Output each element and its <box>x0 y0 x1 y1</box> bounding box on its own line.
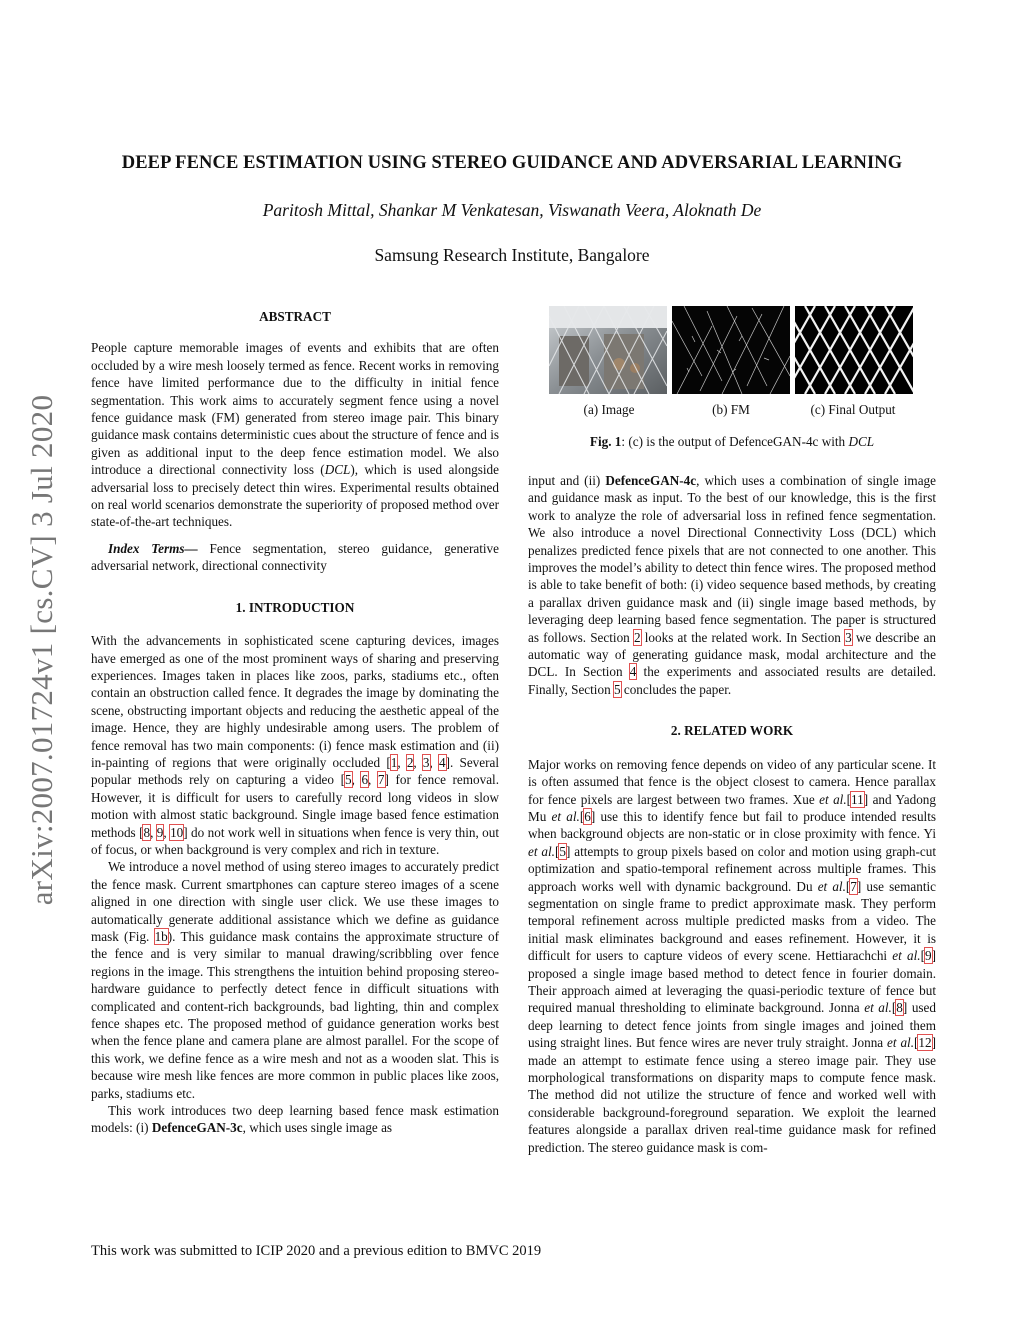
arxiv-stamp: arXiv:2007.01724v1 [cs.CV] 3 Jul 2020 <box>24 394 59 906</box>
citation-link[interactable]: 7 <box>377 772 385 788</box>
figure-image-panel <box>549 306 667 394</box>
figure-fm-panel <box>672 306 790 394</box>
dcl-symbol: DCL <box>324 462 351 478</box>
paper-title: DEEP FENCE ESTIMATION USING STEREO GUIDANCE AND ADVERSARIAL LEARNING <box>121 153 903 173</box>
section-link[interactable]: 3 <box>845 629 852 645</box>
citation-link[interactable]: 7 <box>850 878 857 894</box>
intro-paragraph-2: We introduce a novel method of using stereo images to accurately predict the fence mask. Current smartphones can capture stereo images of a scene aligned in one direction with single user click. We use these images to automatically generate additional assistance which we define as guidance mask (Fig. 1b). This guidance mask contains the approximate structure of the fence and is very similar to manual drawing/scribbling over fence regions in the image. This strengthens the intuition behind proposing stereo-hardware guidance to perfectly detect fence in difficult situations with complicated and content-rich backgrounds, bad lighting, thin and complex fence shapes etc. The proposed method of guidance generation works best when the fence plane and camera plane are almost parallel. For the scope of this work, we define fence as a wire mesh and not as a wooden slat. This is because wire mesh like fences are more common in public places like zoos, parks, stadiums etc. <box>91 859 499 1101</box>
citation-link[interactable]: 10 <box>170 824 184 840</box>
section-link[interactable]: 5 <box>613 681 621 697</box>
citation-link[interactable]: 9 <box>925 948 932 964</box>
citation-link[interactable]: 1 <box>390 754 398 770</box>
subcaption-b: (b) FM <box>712 402 750 417</box>
citation-link[interactable]: 5 <box>344 772 352 788</box>
abstract-text: People capture memorable images of events and exhibits that are often occluded by a wire mesh loosely termed as fence. Recent works in removing fence have limited performance due to the difficulty in initial fence segmentation. This work aims to accurately segment fence using a novel fence guidance mask (FM) generated from stereo image pair. This binary guidance mask contains deterministic cues about the structure of fence and is given as additional input to the deep fence estimation model. We also introduce a directional connectivity loss (DCL), which is used alongside adversarial loss to precisely detect thin wires. Experimental results obtained on real world scenarios demonstrate the superiority of proposed method over state-of-the-art techniques. <box>91 340 499 530</box>
citation-link[interactable]: 3 <box>422 754 430 770</box>
figure-caption: Fig. 1: (c) is the output of DefenceGAN-4c with DCL <box>589 434 875 449</box>
intro-paragraph-1: With the advancements in sophisticated scene capturing devices, images have emerged as one of the most prominent ways of sharing and preserving experiences. Images taken in places like zoos, parks, stadiums etc., often contain an obstruction called fence. It degrades the image by dominating the scene, obstructing important objects and reducing the aesthetic appeal of the image. Hence, they are highly undesirable among users. The problem of fence removal has two main components: (i) fence mask estimation and (ii) in-painting of regions that were originally occluded [1, 2, 3, 4]. Several popular methods rely on capturing a video [5, 6, 7] for fence removal. However, it is difficult for users to carefully record long videos in slow motion with almost static background. Single image based fence estimation methods [8, 9, 10] do not work well in situations when fence is very thin, out of focus, or when background is very complex and rich in texture. <box>91 633 500 857</box>
left-column <box>91 308 499 1137</box>
citation-link[interactable]: 8 <box>143 824 151 840</box>
figure-subcaptions <box>549 402 913 418</box>
section-link[interactable]: 4 <box>629 664 637 680</box>
citation-link[interactable]: 4 <box>439 754 446 770</box>
citation-link[interactable]: 5 <box>559 843 566 859</box>
related-paragraph: Major works on removing fence depends on video of any particular scene. It is often assumed that fence is the object closest to camera. Hence parallax for fence pixels are largest between two frames. Xue et al.[11] and Yadong Mu et al.[6] use this to identify fence but fail to produce intended results when background objects are non-static or in close proximity with fence. Yi et al.[5] attempts to group pixels based on color and motion using graph-cut optimization and spatio-temporal refinement across multiple frames. This approach works well with dynamic background. Du et al.[7] use semantic segmentation on single frame to predict approximate mask. They perform temporal refinement across multiple predicted masks from a video. The initial mask eliminates background and eases refinement. However, it is difficult for users to capture videos of every scene. Hettiarachchi et al.[9] proposed a single image based method to detect fence in fourier domain. Their approach aimed at leveraging the quasi-periodic texture of fence but required manual thresholding to eliminate background. Jonna et al.[8] used deep learning to detect fence joints from single images and joined them using straight lines. But fence wires are never truly straight. Jonna et al.[12] made an attempt to estimate fence using a stereo image pair. They use morphological transformations on disparity maps to compute fence mask. The method did not utilize the structure of fence and worked well with considerable background-foreground separation. We exploit the learned features alongside a parallax driven real-time guidance mask for refined prediction. The stereo guidance mask is com- <box>528 756 937 1155</box>
citation-link[interactable]: 6 <box>584 808 591 824</box>
figure-output-panel <box>795 306 913 394</box>
right-column <box>528 472 936 1156</box>
index-terms: Index Terms— Fence segmentation, stereo guidance, generative adversarial network, directional connectivity <box>91 540 499 574</box>
abstract-heading: ABSTRACT <box>259 309 331 324</box>
subcaption-a: (a) Image <box>583 402 635 417</box>
section-link[interactable]: 2 <box>633 629 641 645</box>
citation-link[interactable]: 9 <box>156 824 164 840</box>
intro-heading: 1. INTRODUCTION <box>235 599 355 615</box>
citation-link[interactable]: 11 <box>851 791 864 807</box>
related-heading: 2. RELATED WORK <box>670 723 794 739</box>
subcaption-c: (c) Final Output <box>810 402 896 417</box>
citation-link[interactable]: 12 <box>918 1035 932 1051</box>
footer-note: This work was submitted to ICIP 2020 and a previous edition to BMVC 2019 <box>91 1243 542 1259</box>
citation-link[interactable]: 2 <box>406 754 414 770</box>
figure-link[interactable]: 1b <box>154 929 168 944</box>
citation-link[interactable]: 6 <box>361 772 369 788</box>
affiliation: Samsung Research Institute, Bangalore <box>374 245 650 265</box>
authors: Paritosh Mittal, Shankar M Venkatesan, Viswanath Veera, Aloknath De <box>262 200 762 220</box>
intro-paragraph-3: This work introduces two deep learning based fence mask estimation models: (i) DefenceGAN-3c, which uses single image as <box>91 1103 499 1136</box>
intro-continuation: input and (ii) DefenceGAN-4c, which uses a combination of single image and guidance mask as input. To the best of our knowledge, this is the first work to analyze the role of adversarial loss in refined fence segmentation. We also introduce a novel Directional Connectivity Loss (DCL) which penalizes predicted fence pixels that are not connected to one another. This improves the model’s ability to detect thin fence wires. The proposed method is able to take benefit of both: (i) video sequence based methods, by creating a parallax driven guidance mask and (ii) single image based methods, by leveraging deep learning based fence segmentation. The paper is structured as follows. Section 2 looks at the related work. In Section 3 we describe an automatic way of generating guidance mask, modal architecture and the DCL. In Section 4 the experiments and associated results are detailed. Finally, Section 5 concludes the paper. <box>528 473 936 697</box>
figure-1 <box>549 306 913 394</box>
citation-link[interactable]: 8 <box>896 1000 903 1016</box>
